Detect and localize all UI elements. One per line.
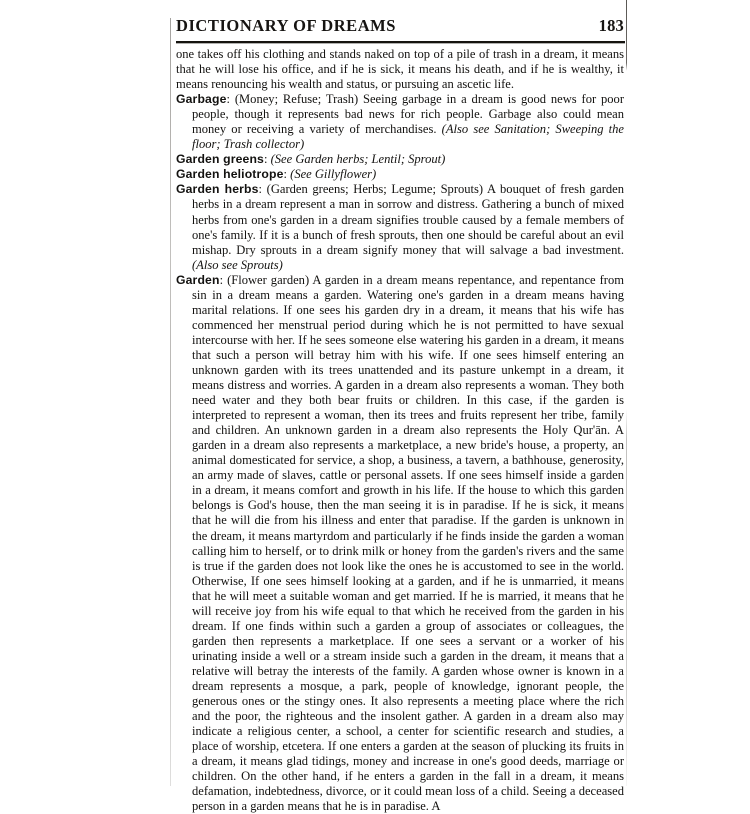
entry-cross-reference: (Also see Sanitation; Sweeping the floor; Trash collector) [192, 122, 624, 152]
entry-separator: : [219, 272, 228, 287]
entry-cross-reference: (See Gillyflower) [290, 167, 377, 182]
entry-body: (Garden greens; Herbs; Legume; Sprouts) A bouquet of fresh garden herbs in a dream represent a man in sorrow and distress. Gathering a bunch of mixed herbs from one's garden in a dream signifies trouble caused by a female members of one's family. If it is a bunch of fresh sprouts, then one should be careful about an evil mishap. Dry sprouts in a dream signify money that will salvage a bad investment. [192, 182, 625, 257]
continued-paragraph: one takes off his clothing and stands naked on top of a pile of trash in a dream, it means that he will lose his office, and if he is sick, it means his death, and if he is wealthy, it means renouncing his wealth and status, or pursuing an ascetic life. [176, 47, 624, 92]
entry-body: (Money; Refuse; Trash) Seeing garbage in a dream is good news for poor people, though it represents bad news for rich people. Garbage also could mean money or receiving a variety of merchandises. [192, 92, 625, 137]
entry-headword: Garden heliotrope [176, 167, 284, 182]
dictionary-entry [176, 152, 624, 167]
entry-headword: Garbage [176, 92, 227, 107]
entry-separator: : [263, 152, 271, 167]
entry-separator: : [258, 182, 267, 197]
page-number: 183 [598, 16, 624, 35]
entry-headword: Garden greens [176, 152, 264, 167]
dictionary-entry [176, 92, 624, 152]
dictionary-entry [176, 273, 624, 814]
page-edge-line-right [626, 0, 627, 786]
dictionary-entry [176, 182, 624, 272]
page-edge-line-left [170, 18, 171, 786]
entry-cross-reference: (See Garden herbs; Lentil; Sprout) [270, 152, 446, 167]
entry-headword: Garden [176, 272, 220, 287]
text-column [176, 47, 624, 814]
header-rule [176, 41, 625, 43]
entry-cross-reference: (Also see Sprouts) [192, 257, 283, 272]
running-head [176, 16, 624, 36]
entry-headword: Garden herbs [176, 182, 259, 197]
entry-body: (Flower garden) A garden in a dream means repentance, and repentance from sin in a dream means a garden. Watering one's garden in a dream means having marital relations. If one sees his garden dry in a dream, it means that his wife has commenced her menstrual period during which he is not permitted to have sexual intercourse with her. If he sees someone else watering his garden in a dream, it means that such a person will betray him with his wife. If one sees himself entering an unknown garden with its trees unattended and its pasture unkempt in a dream, it means distress and worries. A garden in a dream also represents a woman. They both need water and they both bear fruits or children. In this case, if the garden is interpreted to represent a woman, then its trees and fruits represent her tribe, family and children. An unknown garden in a dream also represents the Holy Qur'ān. A garden in a dream also represents a marketplace, a new bride's house, a property, an animal domesticated for service, a shop, a business, a tavern, a bathhouse, generosity, an army made of slaves, cattle or personal assets. If one sees himself inside a garden in a dream, it means comfort and growth in his life. If the house to which this garden belongs is God's house, then the man seeing it is in paradise. If he is sick, it means that he will die from his illness and enter that paradise. If the garden is unknown in the dream, it means martyrdom and particularly if he finds inside the garden a woman calling him to herself, or to drink milk or honey from the garden's rivers and the same is true if the garden does not look like the ones he is accustomed to see in the world. Otherwise, If one sees himself looking at a garden, and if he is unmarried, it means that he will meet a suitable woman and get married. If he is married, it means that he will receive joy from his wife equal to that which he received from the garden in his dream. If one finds within such a garden a group of associates or colleagues, the garden then represents a marketplace. If one sees a servant or a worker of his urinating inside a well or a stream inside such a garden in the dream, it means that a relative will betray the interests of the family. A garden whose owner is known in a dream represents a mosque, a park, people of knowledge, ignorant people, the generous ones or the stingy ones. It also represents a meeting place where the rich and the poor, the righteous and the insolent gather. A garden in a dream also may indicate a religious center, a school, a center for scientific research and studies, a place of worship, etcetera. If one enters a garden at the season of plucking its fruits in a dream, it means glad tidings, money and increase in one's good deeds, marriage or children. On the other hand, if he enters a garden in the fall in a dream, it means defamation, indebtedness, divorce, or it could mean loss of a child. Seeing a deceased person in a garden means that he is in paradise. A [192, 272, 625, 814]
entry-separator: : [283, 167, 291, 182]
entry-separator: : [226, 92, 235, 107]
page-title: DICTIONARY OF DREAMS [176, 16, 397, 35]
dictionary-entry [176, 167, 624, 182]
